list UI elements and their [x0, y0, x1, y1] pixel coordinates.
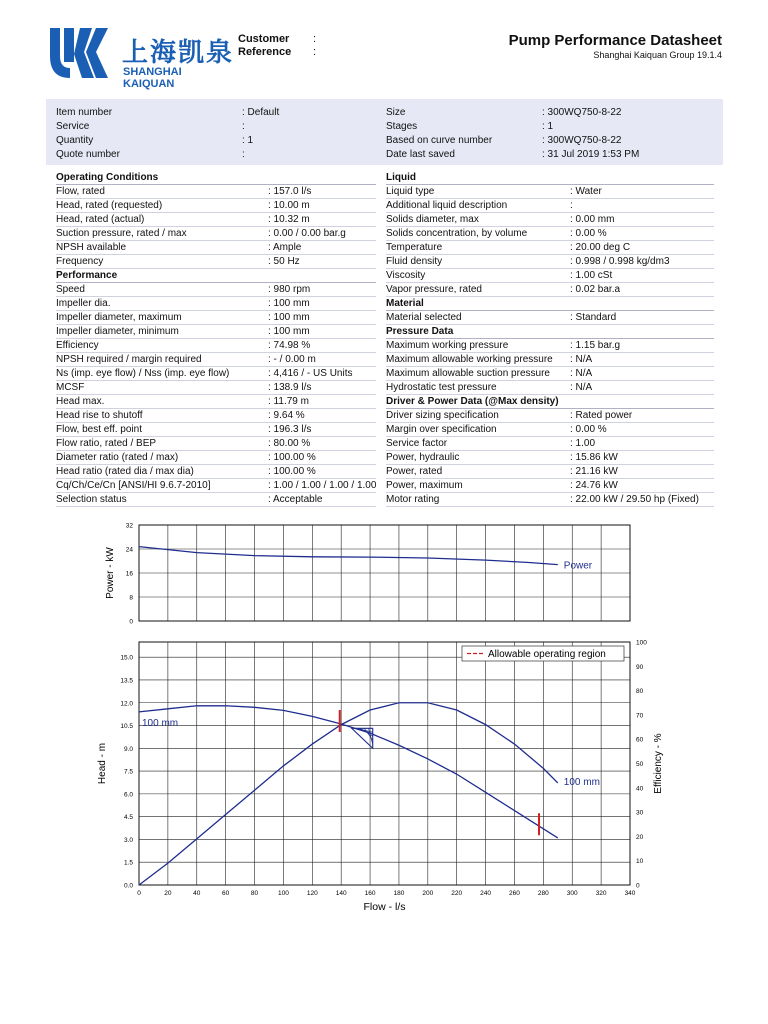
xtick-label: 0	[137, 890, 141, 897]
head-ytick-label: 7.5	[123, 768, 133, 776]
left-row-label: Selection status	[56, 494, 127, 505]
right-row-label: Maximum working pressure	[386, 340, 509, 351]
info-right-label: Stages	[386, 121, 418, 132]
right-row-value: : 22.00 kW / 29.50 hp (Fixed)	[570, 494, 699, 505]
left-row-value: : 157.0 l/s	[268, 186, 312, 197]
info-left-value: :	[242, 121, 245, 132]
left-row-label: Suction pressure, rated / max	[56, 228, 187, 239]
left-row-value: : 9.64 %	[268, 410, 305, 421]
right-row-label: Power, rated	[386, 466, 443, 477]
left-row-value: : Acceptable	[268, 494, 323, 505]
xtick-label: 100	[277, 890, 289, 897]
left-row-value: : 100.00 %	[268, 466, 316, 477]
left-row-label: Head max.	[56, 396, 105, 407]
left-row-divider	[56, 254, 376, 255]
right-row-value: : 0.00 %	[570, 424, 607, 435]
right-row-value: : N/A	[570, 368, 593, 379]
left-row-label: Head, rated (actual)	[56, 214, 145, 225]
left-row-label: Diameter ratio (rated / max)	[56, 452, 179, 463]
head-curve-label: 100 mm	[142, 717, 179, 729]
xtick-label: 120	[306, 890, 318, 897]
xtick-label: 40	[193, 890, 201, 897]
right-section-rule	[386, 184, 714, 185]
info-left-value: : 1	[242, 135, 254, 146]
info-right-label: Size	[386, 107, 406, 118]
right-row-label: Power, hydraulic	[386, 452, 460, 463]
rated-point-hatch	[360, 728, 373, 736]
right-row-value: : 21.16 kW	[570, 466, 618, 477]
efficiency-ytick-label: 10	[636, 858, 644, 866]
info-right-value: : 1	[542, 121, 554, 132]
right-row-value: : 24.76 kW	[570, 480, 618, 491]
xtick-label: 340	[624, 890, 636, 897]
left-row-value: : - / 0.00 m	[268, 354, 316, 365]
right-row-label: Service factor	[386, 438, 448, 449]
head-ytick-label: 4.5	[123, 814, 133, 822]
left-row-value: : 100.00 %	[268, 452, 316, 463]
right-row-label: Maximum allowable working pressure	[386, 354, 553, 365]
efficiency-ytick-label: 80	[636, 688, 644, 696]
left-row-value: : 4,416 / - US Units	[268, 368, 353, 379]
left-row-value: : 980 rpm	[268, 284, 311, 295]
xtick-label: 300	[566, 890, 578, 897]
xtick-label: 240	[480, 890, 492, 897]
xtick-label: 320	[595, 890, 607, 897]
right-row-divider	[386, 506, 714, 507]
right-row-label: Additional liquid description	[386, 200, 508, 211]
legend-label: Allowable operating region	[488, 649, 606, 660]
info-right-label: Based on curve number	[386, 135, 493, 146]
power-ytick-label: 8	[129, 594, 133, 602]
right-row-value: : Standard	[570, 312, 617, 323]
head-axis-label: Head - m	[97, 742, 108, 785]
right-row-label: Power, maximum	[386, 480, 463, 491]
left-row-divider	[56, 338, 376, 339]
right-row-divider	[386, 296, 714, 297]
left-row-label: Head, rated (requested)	[56, 200, 163, 211]
right-row-value: : 0.00 mm	[570, 214, 615, 225]
efficiency-ytick-label: 50	[636, 761, 644, 768]
right-row-label: Motor rating	[386, 494, 440, 505]
left-row-label: Flow ratio, rated / BEP	[56, 438, 157, 449]
head-ytick-label: 1.5	[123, 859, 133, 867]
left-row-label: Impeller diameter, maximum	[56, 312, 182, 323]
info-right-value: : 300WQ750-8-22	[542, 135, 622, 146]
left-row-value: : 80.00 %	[268, 438, 311, 449]
right-section-title: Material	[386, 298, 424, 309]
efficiency-curve-label: 100 mm	[563, 776, 600, 788]
left-row-label: Flow, rated	[56, 186, 105, 197]
efficiency-ytick-label: 100	[636, 639, 647, 647]
head-ytick-label: 3.0	[123, 836, 133, 844]
right-row-value: : N/A	[570, 382, 593, 393]
xtick-label: 260	[509, 890, 520, 897]
left-row-label: MCSF	[56, 382, 85, 393]
left-row-divider	[56, 506, 376, 507]
head-ytick-label: 12.0	[120, 700, 133, 708]
info-right-value: : 31 Jul 2019 1:53 PM	[542, 149, 640, 160]
efficiency-axis-label: Efficiency - %	[653, 733, 664, 794]
right-row-label: Maximum allowable suction pressure	[386, 368, 550, 379]
right-row-value: : 1.00 cSt	[570, 270, 613, 281]
page-title: Pump Performance Datasheet	[508, 32, 722, 49]
right-row-label: Liquid type	[386, 186, 435, 197]
right-row-value: : 0.02 bar.a	[570, 284, 621, 295]
right-row-value: : Water	[570, 186, 602, 197]
right-row-divider	[386, 268, 714, 269]
left-row-value: : 10.00 m	[268, 200, 310, 211]
info-right-label: Date last saved	[386, 149, 455, 160]
left-section-title: Performance	[56, 270, 118, 281]
right-row-label: Margin over specification	[386, 424, 497, 435]
head-ytick-label: 0.0	[123, 882, 133, 890]
xtick-label: 140	[335, 890, 347, 897]
info-left-label: Quantity	[56, 135, 94, 146]
efficiency-ytick-label: 20	[636, 833, 644, 841]
efficiency-ytick-label: 40	[636, 785, 644, 793]
left-row-value: : 100 mm	[268, 312, 310, 323]
left-row-value: : 196.3 l/s	[268, 424, 312, 435]
left-row-label: Flow, best eff. point	[56, 424, 142, 435]
right-row-label: Driver sizing specification	[386, 410, 499, 421]
left-row-label: Impeller dia.	[56, 298, 111, 309]
customer-colon: :	[313, 33, 317, 45]
right-row-value: : 1.15 bar.g	[570, 340, 621, 351]
right-row-value: : 20.00 deg C	[570, 242, 631, 253]
left-row-label: Speed	[56, 284, 85, 295]
info-left-value: : Default	[242, 107, 280, 118]
head-ytick-label: 6.0	[123, 791, 133, 799]
customer-block	[238, 33, 291, 59]
efficiency-ytick-label: 30	[636, 809, 644, 817]
right-row-value: : 15.86 kW	[570, 452, 618, 463]
left-row-label: Ns (imp. eye flow) / Nss (imp. eye flow)	[56, 368, 230, 379]
logo-english-text: SHANGHAI KAIQUAN	[123, 66, 182, 90]
flow-axis-label: Flow - l/s	[363, 901, 406, 913]
left-section-title: Operating Conditions	[56, 172, 159, 183]
customer-label: Customer	[238, 33, 290, 45]
left-row-value: : Ample	[268, 242, 302, 253]
left-row-label: NPSH available	[56, 242, 127, 253]
left-section-rule	[56, 282, 376, 283]
performance-charts	[0, 515, 768, 915]
right-row-label: Solids diameter, max	[386, 214, 479, 225]
left-row-value: : 1.00 / 1.00 / 1.00 / 1.00	[268, 480, 377, 491]
head-frame	[139, 642, 630, 885]
xtick-label: 80	[250, 890, 259, 897]
right-row-label: Viscosity	[386, 270, 426, 281]
left-row-value: : 50 Hz	[268, 256, 300, 267]
info-left-label: Service	[56, 121, 90, 132]
right-row-label: Material selected	[386, 312, 462, 323]
efficiency-ytick-label: 70	[636, 712, 644, 720]
left-row-label: Efficiency	[56, 340, 99, 351]
power-ytick-label: 16	[125, 570, 133, 578]
left-row-label: NPSH required / margin required	[56, 354, 202, 365]
right-row-label: Hydrostatic test pressure	[386, 382, 497, 393]
power-axis-label: Power - kW	[105, 547, 116, 599]
info-left-label: Item number	[56, 107, 113, 118]
right-row-label: Vapor pressure, rated	[386, 284, 482, 295]
xtick-label: 280	[537, 890, 549, 897]
efficiency-ytick-label: 90	[636, 663, 644, 671]
xtick-label: 160	[364, 890, 376, 897]
info-right-value: : 300WQ750-8-22	[542, 107, 622, 118]
xtick-label: 60	[222, 890, 230, 897]
xtick-label: 20	[164, 890, 172, 897]
efficiency-ytick-label: 0	[636, 882, 640, 890]
power-curve-label: Power	[563, 560, 593, 572]
logo-chinese-text: 上海凯泉	[122, 37, 235, 67]
head-ytick-label: 13.5	[120, 677, 133, 685]
left-row-label: Head rise to shutoff	[56, 410, 143, 421]
efficiency-ytick-label: 60	[636, 736, 644, 744]
reference-colon: :	[313, 46, 317, 58]
page-subtitle: Shanghai Kaiquan Group 19.1.4	[593, 50, 722, 60]
right-row-label: Fluid density	[386, 256, 443, 267]
right-row-value: : 0.00 %	[570, 228, 607, 239]
right-section-title: Driver & Power Data (@Max density)	[386, 396, 559, 407]
head-ytick-label: 9.0	[123, 745, 133, 753]
xtick-label: 180	[393, 890, 405, 897]
left-row-value: : 138.9 l/s	[268, 382, 312, 393]
xtick-label: 200	[422, 890, 434, 897]
power-ytick-label: 32	[125, 522, 133, 530]
left-row-divider	[56, 380, 376, 381]
right-row-value: :	[570, 200, 573, 211]
right-section-title: Liquid	[386, 172, 416, 183]
head-ytick-label: 15.0	[120, 654, 133, 662]
left-row-label: Cq/Ch/Ce/Cn [ANSI/HI 9.6.7-2010]	[56, 480, 211, 491]
power-ytick-label: 24	[125, 546, 133, 554]
right-row-value: : N/A	[570, 354, 593, 365]
company-logo	[46, 22, 236, 90]
right-section-title: Pressure Data	[386, 326, 454, 337]
left-row-label: Head ratio (rated dia / max dia)	[56, 466, 194, 477]
xtick-label: 220	[451, 890, 463, 897]
right-row-value: : Rated power	[570, 410, 633, 421]
right-row-label: Solids concentration, by volume	[386, 228, 528, 239]
info-left-label: Quote number	[56, 149, 120, 160]
right-row-value: : 0.998 / 0.998 kg/dm3	[570, 256, 670, 267]
reference-label: Reference	[238, 46, 292, 58]
right-row-label: Temperature	[386, 242, 443, 253]
left-row-value: : 0.00 / 0.00 bar.g	[268, 228, 346, 239]
info-left-value: :	[242, 149, 245, 160]
left-row-label: Impeller diameter, minimum	[56, 326, 179, 337]
left-row-value: : 11.79 m	[268, 396, 309, 407]
power-ytick-label: 0	[129, 618, 133, 626]
left-row-value: : 10.32 m	[268, 214, 310, 225]
right-row-value: : 1.00	[570, 438, 596, 449]
head-ytick-label: 10.5	[120, 723, 133, 731]
left-row-value: : 100 mm	[268, 326, 310, 337]
left-row-value: : 100 mm	[268, 298, 310, 309]
left-row-label: Frequency	[56, 256, 104, 267]
left-row-value: : 74.98 %	[268, 340, 311, 351]
